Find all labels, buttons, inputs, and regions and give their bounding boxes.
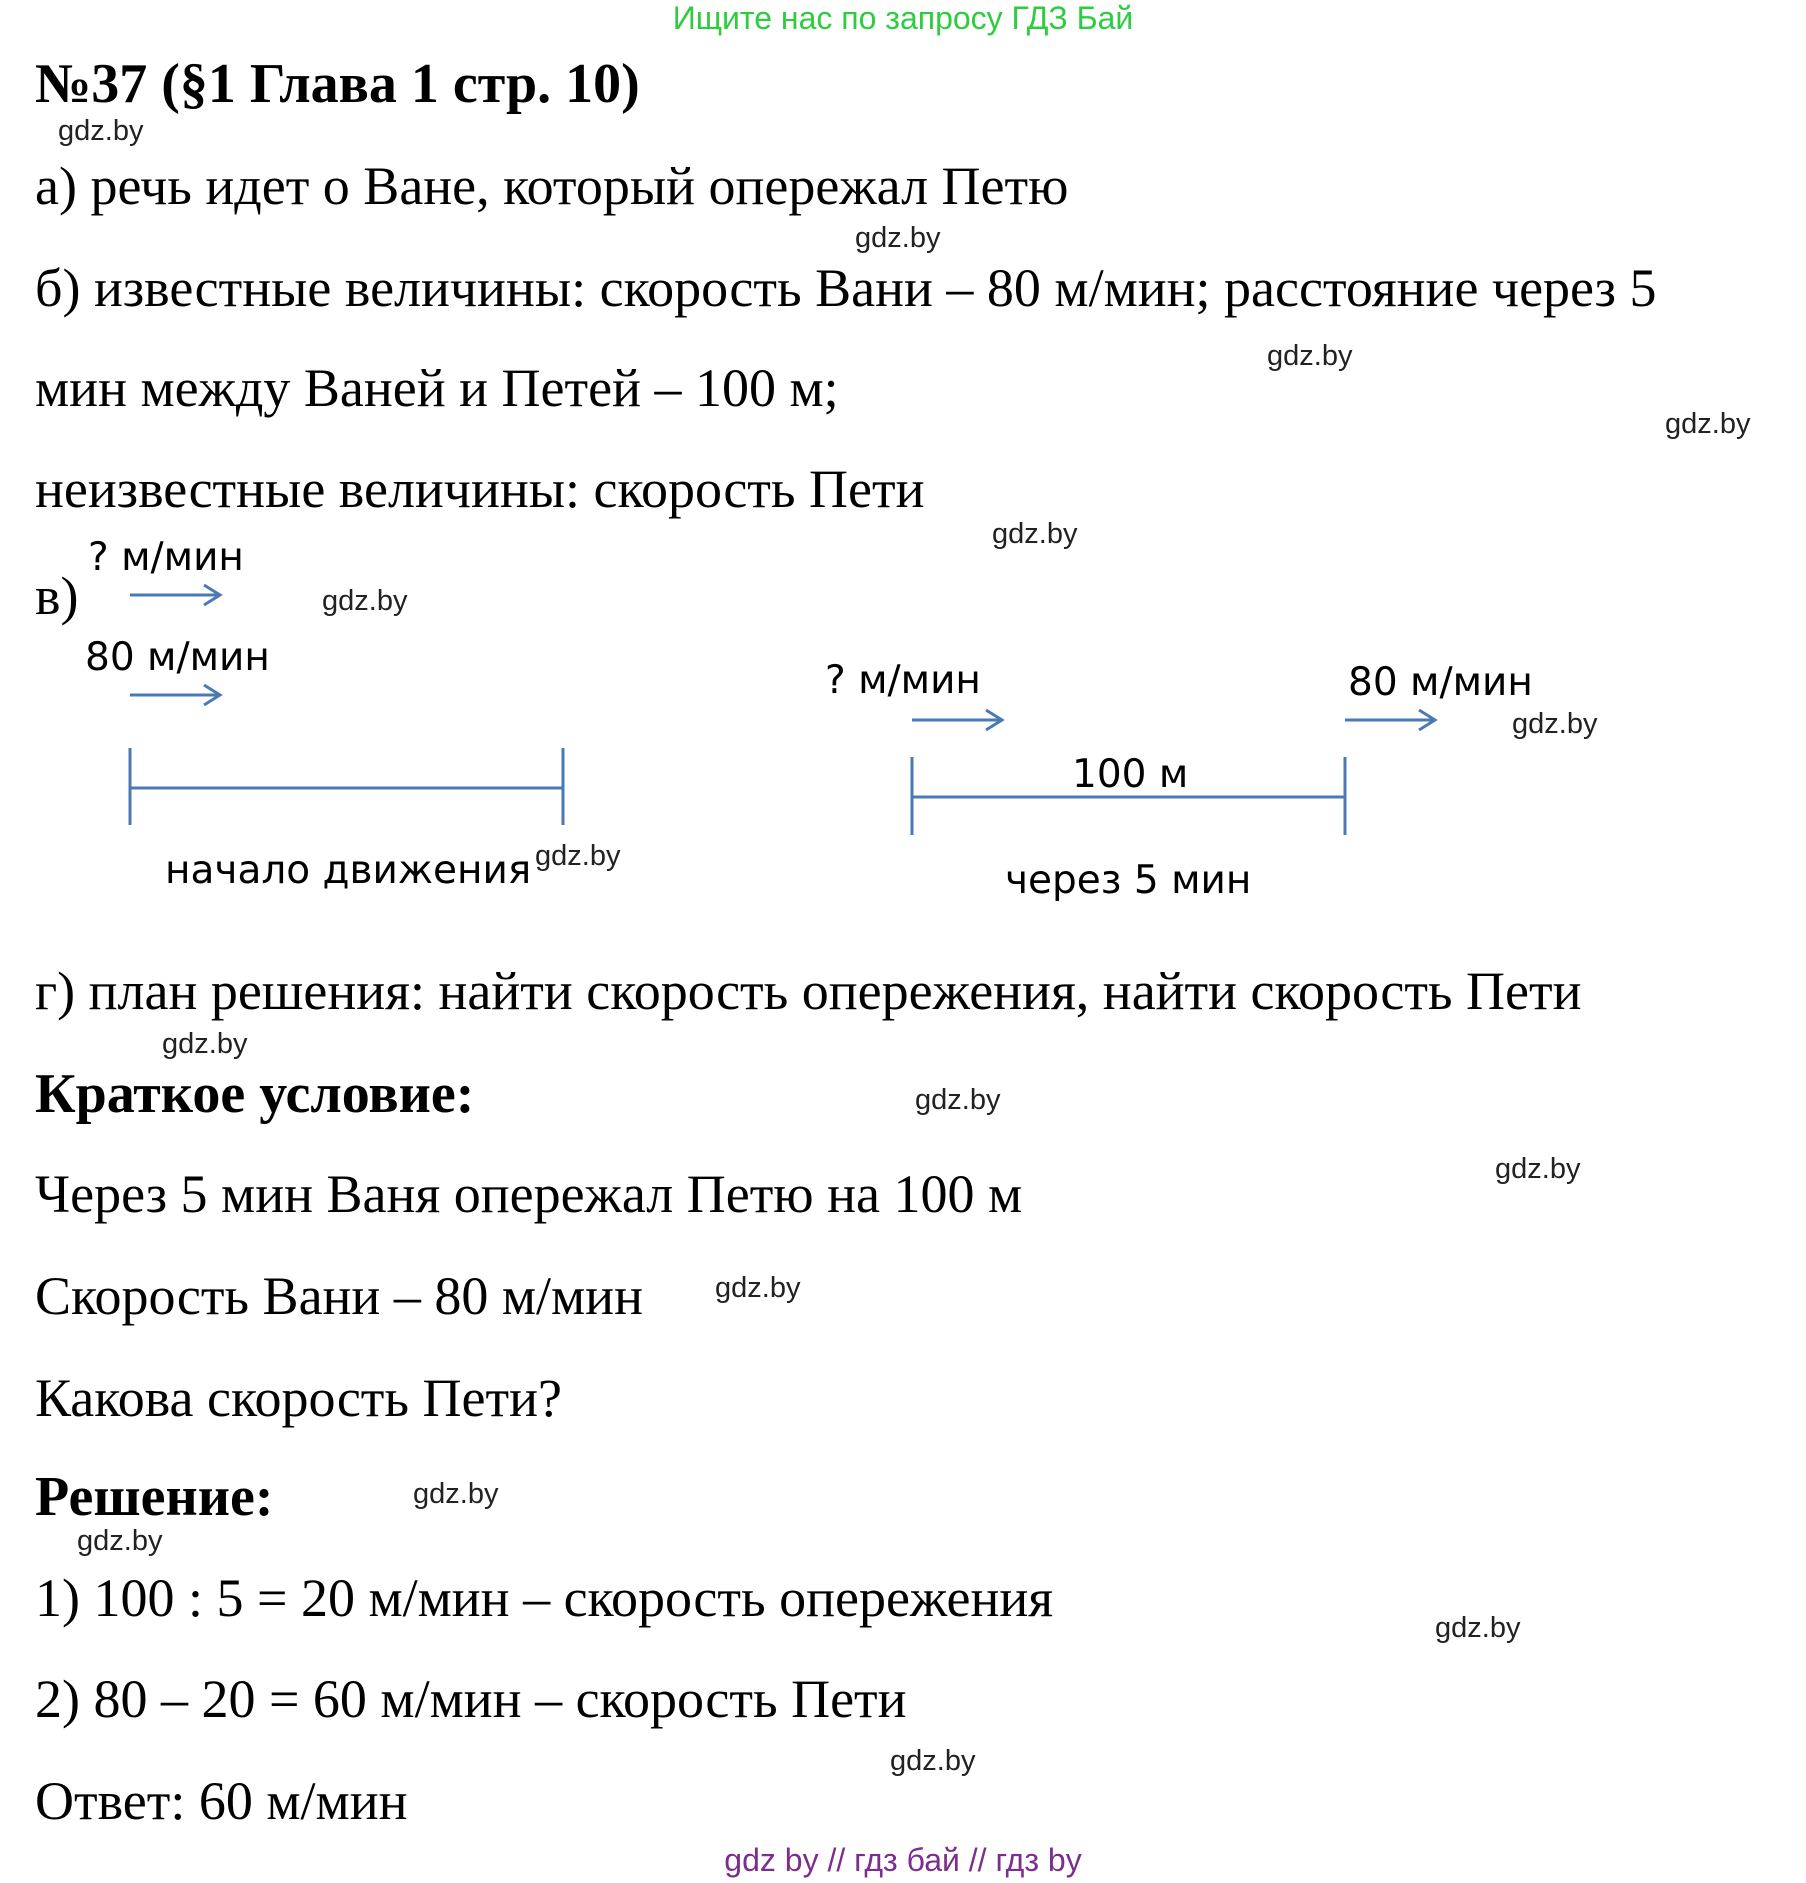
page-title: №37 (§1 Глава 1 стр. 10) (35, 53, 640, 115)
watermark: gdz.by (413, 1478, 499, 1510)
arrow-left-known-icon (130, 685, 220, 705)
condition-line-1: Через 5 мин Ваня опережал Петю на 100 м (35, 1164, 1023, 1224)
solution-step-1: 1) 100 : 5 = 20 м/мин – скорость опережения (35, 1568, 1054, 1628)
line-v-label: в) (35, 566, 79, 626)
solution-step-2: 2) 80 – 20 = 60 м/мин – скорость Пети (35, 1669, 907, 1729)
right-speed-known: 80 м/мин (1348, 660, 1533, 705)
watermark: gdz.by (1267, 340, 1353, 372)
left-speed-known: 80 м/мин (85, 635, 270, 680)
line-b1: б) известные величины: скорость Вани – 80 м/мин; расстояние через 5 (35, 258, 1657, 318)
watermark: gdz.by (58, 115, 144, 147)
right-caption: через 5 мин (1005, 858, 1252, 903)
arrow-right-known-icon (1345, 710, 1435, 730)
right-speed-unknown: ? м/мин (825, 658, 981, 703)
line-a: а) речь идет о Ване, который опережал Петю (35, 156, 1069, 216)
watermark: gdz.by (322, 585, 408, 617)
left-caption: начало движения (165, 848, 532, 893)
watermark: gdz.by (1512, 708, 1598, 740)
top-banner[interactable]: Ищите нас по запросу ГДЗ Бай (672, 0, 1134, 36)
right-distance: 100 м (1072, 752, 1189, 797)
watermark: gdz.by (77, 1525, 163, 1557)
footer-links[interactable]: gdz by // гдз бай // гдз by (724, 1842, 1082, 1878)
line-g: г) план решения: найти скорость опережения, найти скорость Пети (35, 961, 1582, 1021)
watermark: gdz.by (1435, 1612, 1521, 1644)
condition-heading: Краткое условие: (35, 1063, 475, 1125)
line-b3: неизвестные величины: скорость Пети (35, 459, 925, 519)
condition-line-2: Скорость Вани – 80 м/мин (35, 1266, 643, 1326)
watermark: gdz.by (992, 518, 1078, 550)
watermark: gdz.by (715, 1272, 801, 1304)
watermark: gdz.by (855, 222, 941, 254)
left-speed-unknown: ? м/мин (88, 535, 244, 580)
arrow-left-unknown-icon (130, 585, 220, 605)
watermark: gdz.by (915, 1084, 1001, 1116)
segment-left (130, 748, 563, 825)
watermark: gdz.by (535, 840, 621, 872)
condition-line-3: Какова скорость Пети? (35, 1368, 562, 1428)
solution-heading: Решение: (35, 1466, 274, 1528)
watermark: gdz.by (890, 1745, 976, 1777)
watermark: gdz.by (162, 1028, 248, 1060)
watermark: gdz.by (1665, 408, 1751, 440)
watermark: gdz.by (1495, 1153, 1581, 1185)
line-b2: мин между Ваней и Петей – 100 м; (35, 358, 839, 418)
arrow-right-unknown-icon (912, 710, 1002, 730)
solution-answer: Ответ: 60 м/мин (35, 1771, 408, 1831)
